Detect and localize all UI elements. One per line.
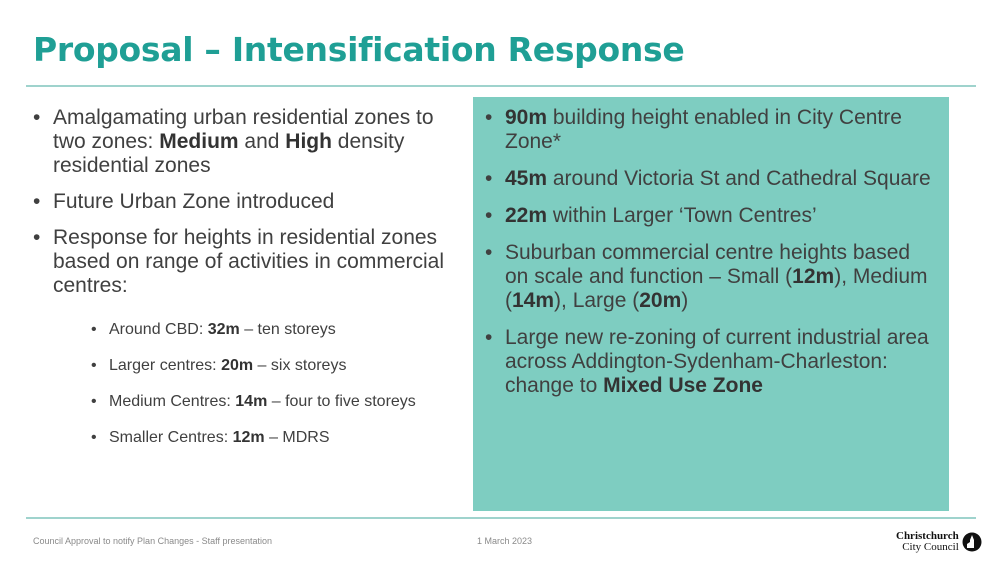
text: Around CBD: bbox=[109, 321, 208, 338]
title-divider bbox=[26, 85, 976, 87]
bullet-22m bbox=[485, 204, 931, 228]
bullet-45m bbox=[485, 167, 931, 191]
right-bullet-list bbox=[485, 106, 931, 398]
bold-text: Mixed Use Zone bbox=[603, 374, 763, 397]
text: ), Medium ( bbox=[505, 265, 928, 312]
footer-date: 1 March 2023 bbox=[477, 536, 533, 546]
footer-caption: Council Approval to notify Plan Changes - Staff presentation bbox=[33, 536, 272, 546]
text: Smaller Centres: bbox=[109, 429, 233, 446]
slide-title: Proposal – Intensification Response bbox=[33, 30, 685, 69]
bullet-future-urban: • Future Urban Zone introduced bbox=[33, 190, 458, 214]
sub-bullet bbox=[91, 356, 458, 375]
bold-text: 20m bbox=[221, 357, 254, 374]
text: – four to five storeys bbox=[267, 393, 416, 410]
sub-bullet bbox=[91, 320, 458, 339]
text: and bbox=[238, 130, 286, 153]
logo-line-2: City Council bbox=[902, 541, 959, 553]
text: – six storeys bbox=[253, 357, 347, 374]
logo-text bbox=[896, 531, 959, 553]
sub-bullet bbox=[91, 392, 458, 411]
left-column bbox=[33, 106, 458, 464]
text: Large new re-zoning of current industrial area across Addington-Sydenham-Charleston: change to bbox=[505, 326, 929, 397]
text: within Larger ‘Town Centres’ bbox=[547, 204, 817, 227]
bold-text: High bbox=[285, 130, 332, 153]
bullet-suburban bbox=[485, 241, 931, 313]
left-bullet-list bbox=[33, 106, 458, 447]
bullet-rezoning bbox=[485, 326, 931, 398]
bold-text: 20m bbox=[639, 289, 682, 312]
council-logo bbox=[896, 531, 982, 553]
text: around Victoria St and Cathedral Square bbox=[547, 167, 931, 190]
highlight-panel bbox=[473, 97, 949, 511]
bullet-response-heights bbox=[33, 226, 458, 447]
bold-text: 45m bbox=[505, 167, 548, 190]
bold-text: 14m bbox=[235, 393, 268, 410]
text: ) bbox=[681, 289, 689, 312]
text: building height enabled in City Centre Zone* bbox=[505, 106, 902, 153]
text: – ten storeys bbox=[239, 321, 336, 338]
bullet-zones bbox=[33, 106, 458, 178]
footer-divider bbox=[26, 517, 976, 519]
text: Medium Centres: bbox=[109, 393, 236, 410]
bold-text: 12m bbox=[232, 429, 265, 446]
sub-bullet-list bbox=[53, 320, 458, 447]
bold-text: Medium bbox=[159, 130, 239, 153]
text: ), Large ( bbox=[554, 289, 640, 312]
cathedral-emblem-icon bbox=[962, 532, 982, 552]
text: Response for heights in residential zones based on range of activities in commercial centres: bbox=[53, 226, 445, 297]
bold-text: 22m bbox=[505, 204, 548, 227]
bullet-90m bbox=[485, 106, 931, 154]
text: Larger centres: bbox=[109, 357, 222, 374]
bold-text: 12m bbox=[792, 265, 835, 288]
logo-line-1: Christchurch bbox=[896, 530, 959, 542]
text: Amalgamating urban residential zones to two zones: bbox=[53, 106, 434, 153]
bold-text: 90m bbox=[505, 106, 548, 129]
text: density residential zones bbox=[53, 130, 405, 177]
bold-text: 32m bbox=[207, 321, 240, 338]
bold-text: 14m bbox=[512, 289, 555, 312]
text: Suburban commercial centre heights based on scale and function – Small ( bbox=[505, 241, 911, 288]
sub-bullet bbox=[91, 428, 458, 447]
text: – MDRS bbox=[264, 429, 330, 446]
